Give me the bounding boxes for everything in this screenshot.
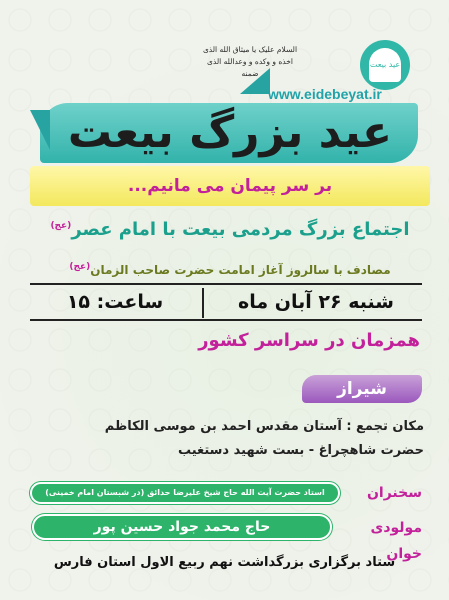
event-description-text: اجتماع بزرگ مردمی بیعت با امام عصر: [71, 219, 410, 240]
logo-text: عید بیعت: [369, 60, 401, 69]
coincides-text: مصادف با سالروز آغاز امامت حضرت صاحب الزمان: [90, 263, 391, 277]
date-divider: [202, 288, 204, 318]
mawlud-value: حاج محمد جواد حسین پور: [93, 519, 271, 535]
speaker-label: سخنران: [366, 485, 422, 501]
logo: [360, 40, 410, 90]
honorific: (عج): [50, 221, 72, 231]
event-time: ساعت: ۱۵: [66, 291, 164, 313]
organizer: ستاد برگزاری بزرگداشت نهم ربیع الاول استان فارس: [53, 555, 396, 570]
event-description: [20, 210, 440, 242]
website-link[interactable]: www.eidebeyat.ir: [268, 86, 382, 102]
nationwide-note: همزمان در سراسر کشور: [198, 330, 420, 351]
hand-icon: [369, 48, 401, 82]
venue-line-2: حضرت شاهچراغ - بست شهید دستغیب: [177, 443, 424, 458]
venue-line-1: مکان تجمع : آستان مقدس احمد بن موسی الکاظم: [104, 419, 424, 434]
event-date: شنبه ۲۶ آبان ماه: [238, 291, 394, 313]
mawlud-label: مولودی خوان: [370, 520, 422, 562]
top-quote: السلام علیک یا میثاق الله الذی اخذه و وکده و وعدالله الذی ضمنه: [202, 45, 298, 78]
subtitle: بر سر پیمان می مانیم...: [127, 176, 333, 196]
speaker-value: استاد حضرت آیت الله حاج شیخ علیرضا حدائق (در شبستان امام خمینی): [45, 488, 325, 497]
coincides-line: [20, 256, 440, 278]
city-name: شیراز: [337, 379, 387, 399]
main-title: عید بزرگ بیعت: [67, 107, 393, 158]
coincides-honorific: (عج): [69, 262, 91, 272]
